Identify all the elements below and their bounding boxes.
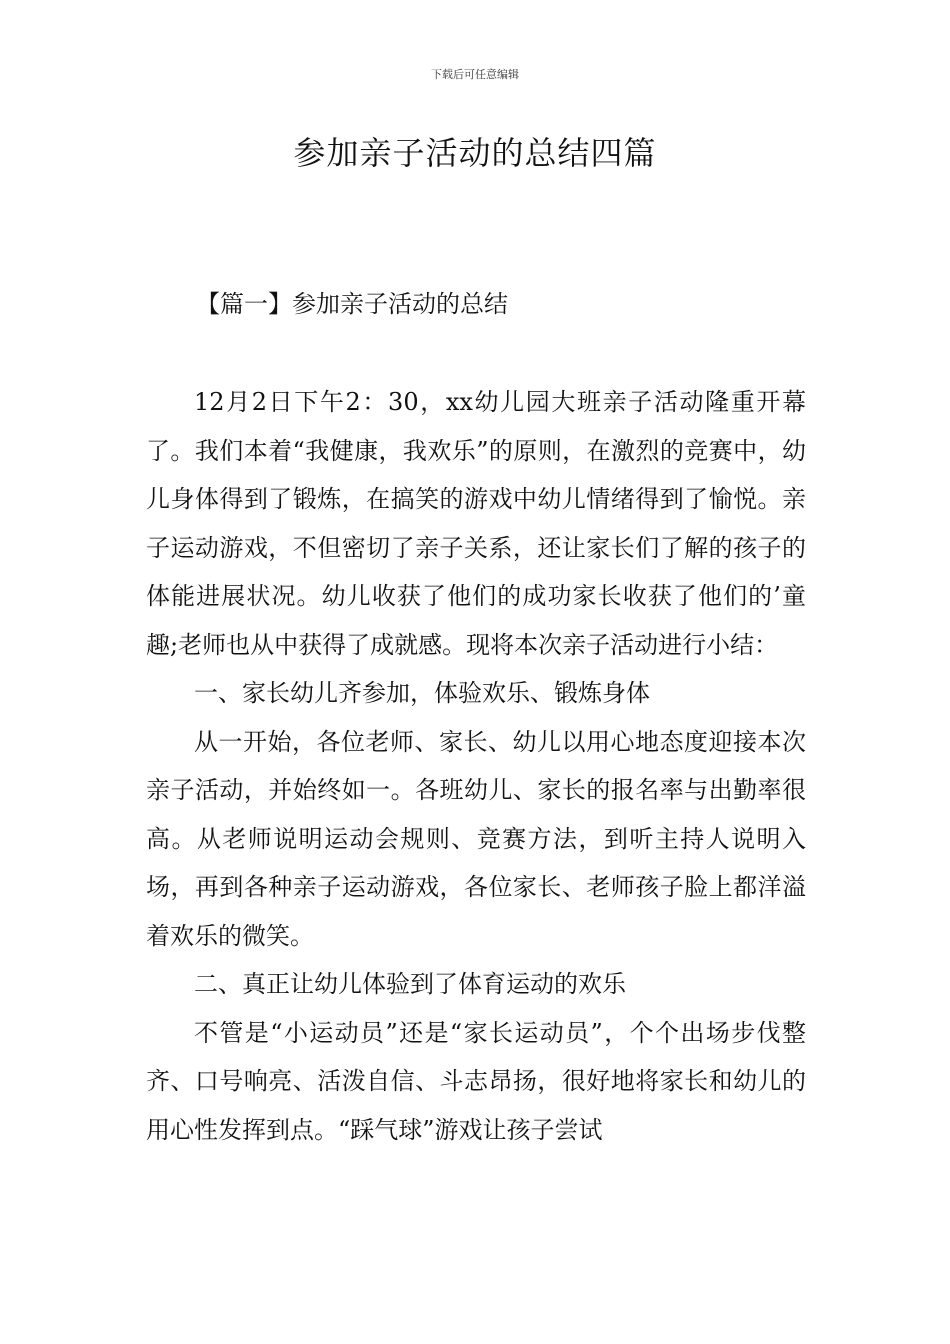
paragraph-subheading-1: 一、家长幼儿齐参加，体验欢乐、锻炼身体 — [194, 679, 650, 707]
paragraph-subheading-2: 二、真正让幼儿体验到了体育运动的欢乐 — [194, 970, 626, 998]
body-text — [146, 378, 806, 1154]
paragraph-intro: 12月2日下午2：30，xx幼儿园大班亲子活动隆重开幕了。我们本着“我健康，我欢乐”的原则，在激烈的竞赛中，幼儿身体得到了锻炼，在搞笑的游戏中幼儿情绪得到了愉悦。亲子运动游戏，不但密切了亲子关系，还让家长们了解的孩子的体能进展状况。幼儿收获了他们的成功家长收获了他们的’童趣;老师也从中获得了成就感。现将本次亲子活动进行小结： — [146, 388, 806, 659]
document-title: 参加亲子活动的总结四篇 — [293, 134, 657, 172]
paragraph-body-2: 不管是“小运动员”还是“家长运动员”，个个出场步伐整齐、口号响亮、活泼自信、斗志昂扬，很好地将家长和幼儿的用心性发挥到点。“踩气球”游戏让孩子尝试 — [146, 1018, 806, 1144]
header-note: 下载后可任意编辑 — [431, 68, 519, 81]
section-heading: 【篇一】参加亲子活动的总结 — [196, 290, 508, 318]
paragraph-body-1: 从一开始，各位老师、家长、幼儿以用心地态度迎接本次亲子活动，并始终如一。各班幼儿、家长的报名率与出勤率很高。从老师说明运动会规则、竞赛方法，到听主持人说明入场，再到各种亲子运动游戏，各位家长、老师孩子脸上都洋溢着欢乐的微笑。 — [146, 727, 806, 950]
